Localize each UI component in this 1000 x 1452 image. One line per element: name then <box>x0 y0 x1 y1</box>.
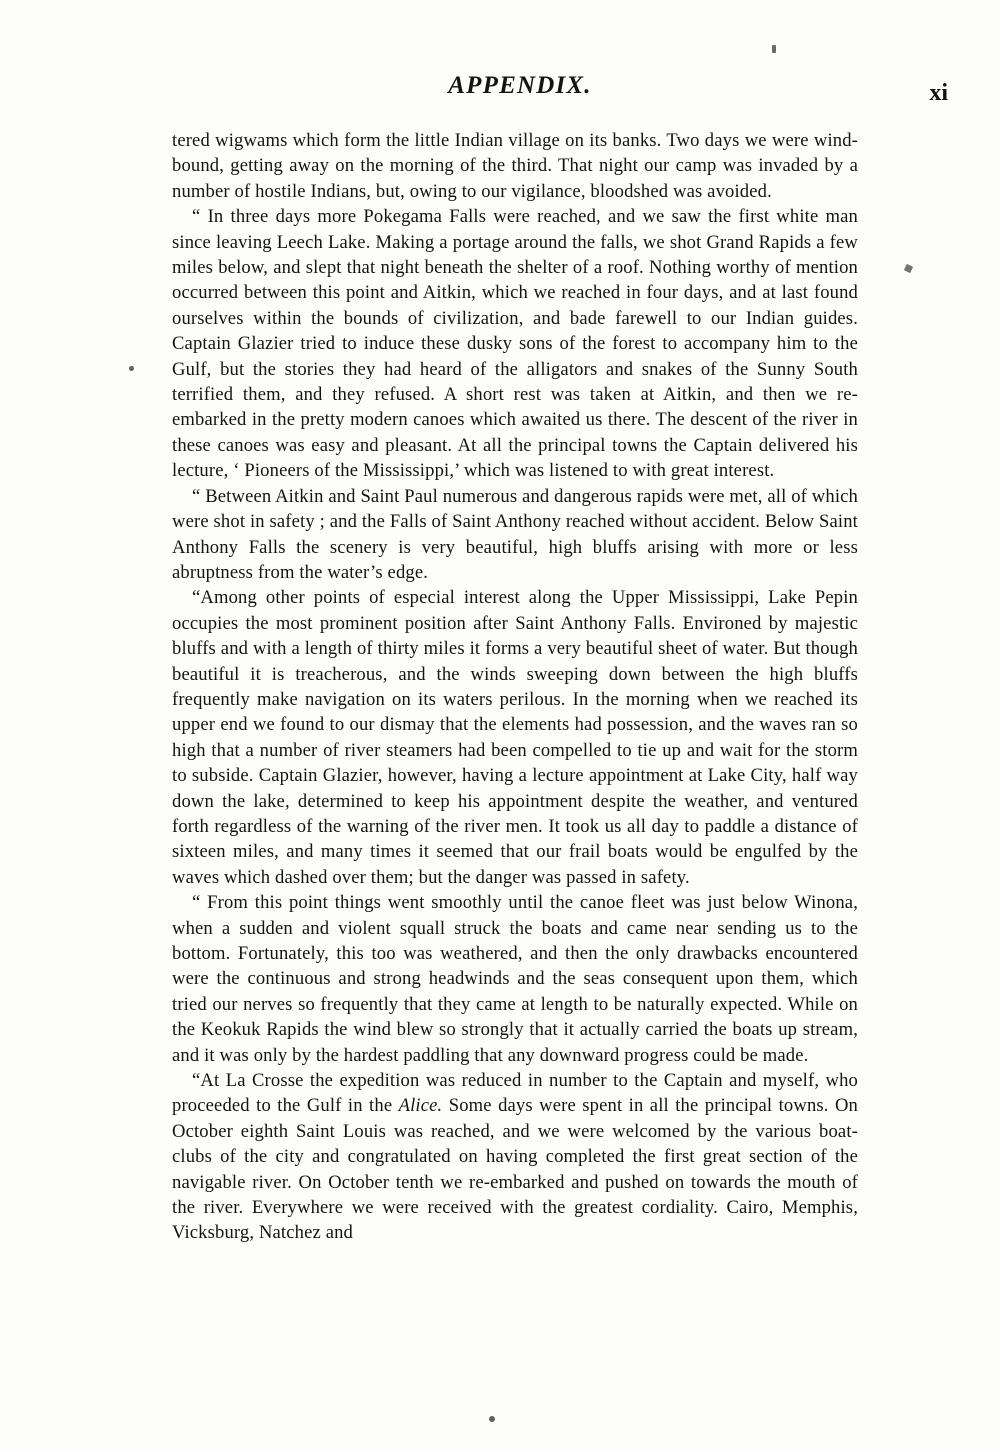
paragraph-text-after-italic: Some days were spent in all the principal towns. On October eighth Saint Louis was reached, and we were welcomed by the various boat-clubs of the city and congratulated on having completed the first great section of the navigable river. On October tenth we re-embarked and pushed on towards the mouth of the river. Everywhere we were received with the greatest cordiality. Cairo, Memphis, Vicksburg, Natchez and <box>172 1095 858 1244</box>
paragraph: “ From this point things went smoothly until the canoe fleet was just below Winona, when a sudden and violent squall struck the boats and came near sending us to the bottom. Fortunately, this too was weathered, and then the only drawbacks encountered were the continuous and strong headwinds and the seas consequent upon them, which tried our nerves so frequently that they came at length to be naturally expected. While on the Keokuk Rapids the wind blew so strongly that it actually carried the boats up stream, and it was only by the hardest paddling that any downward progress could be made. <box>172 892 858 1066</box>
paragraph: “ Between Aitkin and Saint Paul numerous and dangerous rapids were met, all of which were shot in safety ; and the Falls of Saint Anthony reached without accident. Below Saint Anthony Falls the scenery is very beautiful, high bluffs arising with more or less abruptness from the water’s edge. <box>172 485 858 583</box>
paragraph: “Among other points of especial interest along the Upper Mississippi, Lake Pepin occupies the most prominent position after Saint Anthony Falls. Environed by majestic bluffs and with a length of thirty miles it forms a very beautiful sheet of water. But though beautiful it is treacherous, and the winds sweeping down between the high bluffs frequently make navigation on its waters perilous. In the morning when we reached its upper end we found to our dismay that the elements had possession, and the waves ran so high that a number of river steamers had been compelled to tie up and wait for the storm to subside. Captain Glazier, however, having a lecture appointment at Lake City, half way down the lake, determined to keep his appointment despite the weather, and ventured forth regardless of the warning of the river men. It took us all day to paddle a distance of sixteen miles, and many times it seemed that our frail boats would be engulfed by the waves which dashed over them; but the danger was passed in safety. <box>172 587 858 888</box>
page-speck <box>772 45 776 53</box>
page-speck <box>489 1416 495 1422</box>
paragraph: tered wigwams which form the little Indian village on its banks. Two days we were wind-bound, getting away on the morning of the third. That night our camp was invaded by a number of hostile Indians, but, owing to our vigilance, bloodshed was avoided. <box>172 130 858 202</box>
page-title: APPENDIX. <box>448 72 592 99</box>
body-text <box>172 128 858 1246</box>
page-speck <box>129 366 134 371</box>
paragraph-with-italic <box>172 1068 858 1246</box>
italic-title: Alice. <box>398 1095 443 1117</box>
page-header <box>170 72 870 106</box>
paragraph: “ In three days more Pokegama Falls were reached, and we saw the first white man since leaving Leech Lake. Making a portage around the falls, we shot Grand Rapids a few miles below, and slept that night beneath the shelter of a roof. Nothing worthy of mention occurred between this point and Aitkin, which we reached in four days, and at last found ourselves within the bounds of civilization, and bade farewell to our Indian guides. Captain Glazier tried to induce these dusky sons of the forest to accompany him to the Gulf, but the stories they had heard of the alligators and snakes of the Sunny South terrified them, and they refused. A short rest was taken at Aitkin, and then we re-embarked in the pretty modern canoes which awaited us there. The descent of the river in these canoes was easy and pleasant. At all the principal towns the Captain delivered his lecture, ‘ Pioneers of the Mississippi,’ which was listened to with great interest. <box>172 206 858 482</box>
paragraph-text-before-italic: “At La Crosse the expedition was reduced in number to the Captain and myself, who proceeded to the Gulf in the <box>172 1070 858 1117</box>
page-number: xi <box>929 80 948 106</box>
page-speck <box>904 264 913 273</box>
